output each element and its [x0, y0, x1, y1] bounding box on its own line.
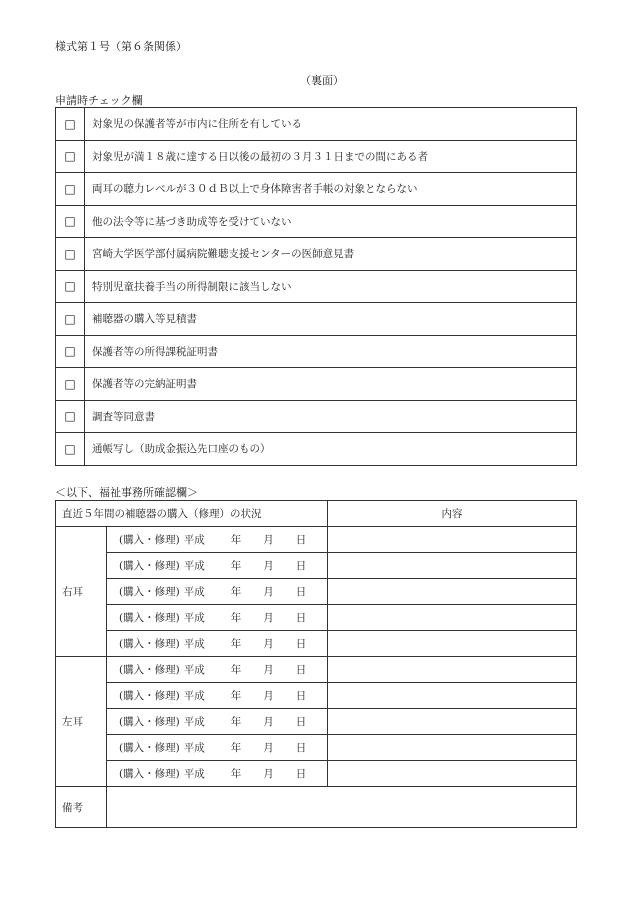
- history-row: [56, 579, 577, 605]
- purchase-repair-entry: [107, 527, 328, 553]
- year-label: 年: [230, 742, 242, 754]
- entry-type: (購入・修理): [119, 638, 180, 650]
- history-row: [56, 527, 577, 553]
- checklist-item-label: 他の法令等に基づき助成等を受けていない: [85, 205, 577, 238]
- day-label: 日: [295, 612, 307, 624]
- day-label: 日: [295, 586, 307, 598]
- checklist-item-label: 特別児童扶養手当の所得制限に該当しない: [85, 270, 577, 303]
- form-number: 様式第１号（第６条関係）: [55, 40, 187, 53]
- year-label: 年: [230, 664, 242, 676]
- checkbox[interactable]: □: [56, 335, 85, 368]
- entry-type: (購入・修理): [119, 534, 180, 546]
- month-label: 月: [263, 638, 274, 650]
- purchase-repair-entry: [107, 657, 328, 683]
- checkbox[interactable]: □: [56, 140, 85, 173]
- entry-type: (購入・修理): [119, 716, 180, 728]
- checklist-item-label: 両耳の聴力レベルが３０ｄＢ以上で身体障害者手帳の対象とならない: [85, 173, 577, 206]
- history-row: [56, 631, 577, 657]
- checklist-row: [56, 400, 577, 433]
- entry-type: (購入・修理): [119, 586, 180, 598]
- checklist-row: [56, 433, 577, 466]
- remarks-field[interactable]: [107, 787, 577, 828]
- checkbox[interactable]: □: [56, 270, 85, 303]
- checkbox[interactable]: □: [56, 238, 85, 271]
- year-label: 年: [230, 768, 242, 780]
- entry-type: (購入・修理): [119, 768, 180, 780]
- era-label: 平成: [183, 534, 205, 546]
- history-row: [56, 605, 577, 631]
- era-label: 平成: [183, 768, 205, 780]
- checklist-row: [56, 335, 577, 368]
- year-label: 年: [230, 534, 242, 546]
- purchase-repair-entry: [107, 709, 328, 735]
- remarks-row: [56, 787, 577, 828]
- month-label: 月: [263, 768, 274, 780]
- entry-type: (購入・修理): [119, 690, 180, 702]
- content-cell[interactable]: [328, 579, 577, 605]
- checkbox[interactable]: □: [56, 303, 85, 336]
- checklist-item-label: 対象児の保護者等が市内に住所を有している: [85, 108, 577, 141]
- year-label: 年: [230, 560, 242, 572]
- checklist-item-label: 調査等同意書: [85, 400, 577, 433]
- table-header-row: [56, 501, 577, 527]
- year-label: 年: [230, 586, 242, 598]
- purchase-repair-entry: [107, 683, 328, 709]
- year-label: 年: [230, 638, 242, 650]
- month-label: 月: [263, 716, 274, 728]
- era-label: 平成: [183, 742, 205, 754]
- year-label: 年: [230, 690, 242, 702]
- content-cell[interactable]: [328, 553, 577, 579]
- entry-type: (購入・修理): [119, 612, 180, 624]
- day-label: 日: [295, 768, 307, 780]
- content-cell[interactable]: [328, 761, 577, 787]
- checkbox[interactable]: □: [56, 205, 85, 238]
- month-label: 月: [263, 690, 274, 702]
- history-row: [56, 761, 577, 787]
- checklist-row: [56, 173, 577, 206]
- checklist-row: [56, 270, 577, 303]
- back-side-label: （裏面）: [300, 74, 344, 87]
- office-confirmation-table: [55, 500, 577, 828]
- checkbox[interactable]: □: [56, 433, 85, 466]
- day-label: 日: [295, 742, 307, 754]
- content-cell[interactable]: [328, 527, 577, 553]
- purchase-repair-entry: [107, 735, 328, 761]
- checklist-row: [56, 238, 577, 271]
- content-cell[interactable]: [328, 657, 577, 683]
- remarks-label: 備考: [56, 787, 107, 828]
- day-label: 日: [295, 560, 307, 572]
- content-cell[interactable]: [328, 631, 577, 657]
- entry-type: (購入・修理): [119, 664, 180, 676]
- history-row: [56, 683, 577, 709]
- checklist-row: [56, 140, 577, 173]
- day-label: 日: [295, 690, 307, 702]
- history-row: [56, 553, 577, 579]
- content-cell[interactable]: [328, 735, 577, 761]
- purchase-repair-entry: [107, 579, 328, 605]
- checklist-item-label: 対象児が満１８歳に達する日以後の最初の３月３１日までの間にある者: [85, 140, 577, 173]
- checklist-item-label: 保護者等の完納証明書: [85, 368, 577, 401]
- era-label: 平成: [183, 690, 205, 702]
- header-content: 内容: [328, 501, 577, 527]
- history-row: [56, 657, 577, 683]
- history-row: [56, 735, 577, 761]
- content-cell[interactable]: [328, 605, 577, 631]
- month-label: 月: [263, 742, 274, 754]
- checkbox[interactable]: □: [56, 368, 85, 401]
- header-status: 直近５年間の補聴器の購入（修理）の状況: [56, 501, 328, 527]
- checklist-row: [56, 205, 577, 238]
- purchase-repair-entry: [107, 631, 328, 657]
- entry-type: (購入・修理): [119, 560, 180, 572]
- right-ear-label: 右耳: [56, 527, 107, 657]
- checklist-item-label: 通帳写し（助成金振込先口座のもの）: [85, 433, 577, 466]
- checklist-title: 申請時チェック欄: [55, 94, 143, 107]
- era-label: 平成: [183, 716, 205, 728]
- checklist-item-label: 保護者等の所得課税証明書: [85, 335, 577, 368]
- era-label: 平成: [183, 586, 205, 598]
- checklist-item-label: 宮崎大学医学部付属病院難聴支援センターの医師意見書: [85, 238, 577, 271]
- checklist-row: [56, 303, 577, 336]
- day-label: 日: [295, 664, 307, 676]
- month-label: 月: [263, 534, 274, 546]
- checklist-row: [56, 108, 577, 141]
- era-label: 平成: [183, 612, 205, 624]
- purchase-repair-entry: [107, 761, 328, 787]
- purchase-repair-entry: [107, 553, 328, 579]
- content-cell[interactable]: [328, 683, 577, 709]
- entry-type: (購入・修理): [119, 742, 180, 754]
- purchase-repair-entry: [107, 605, 328, 631]
- era-label: 平成: [183, 638, 205, 650]
- checklist-table: [55, 107, 577, 466]
- office-confirmation-title: ＜以下、福祉事務所確認欄＞: [55, 486, 198, 499]
- day-label: 日: [295, 716, 307, 728]
- checkbox[interactable]: □: [56, 173, 85, 206]
- month-label: 月: [263, 664, 274, 676]
- month-label: 月: [263, 612, 274, 624]
- checkbox[interactable]: □: [56, 400, 85, 433]
- left-ear-label: 左耳: [56, 657, 107, 787]
- checklist-item-label: 補聴器の購入等見積書: [85, 303, 577, 336]
- checklist-row: [56, 368, 577, 401]
- history-row: [56, 709, 577, 735]
- content-cell[interactable]: [328, 709, 577, 735]
- year-label: 年: [230, 716, 242, 728]
- year-label: 年: [230, 612, 242, 624]
- month-label: 月: [263, 586, 274, 598]
- checkbox[interactable]: □: [56, 108, 85, 141]
- era-label: 平成: [183, 664, 205, 676]
- month-label: 月: [263, 560, 274, 572]
- day-label: 日: [295, 534, 307, 546]
- era-label: 平成: [183, 560, 205, 572]
- day-label: 日: [295, 638, 307, 650]
